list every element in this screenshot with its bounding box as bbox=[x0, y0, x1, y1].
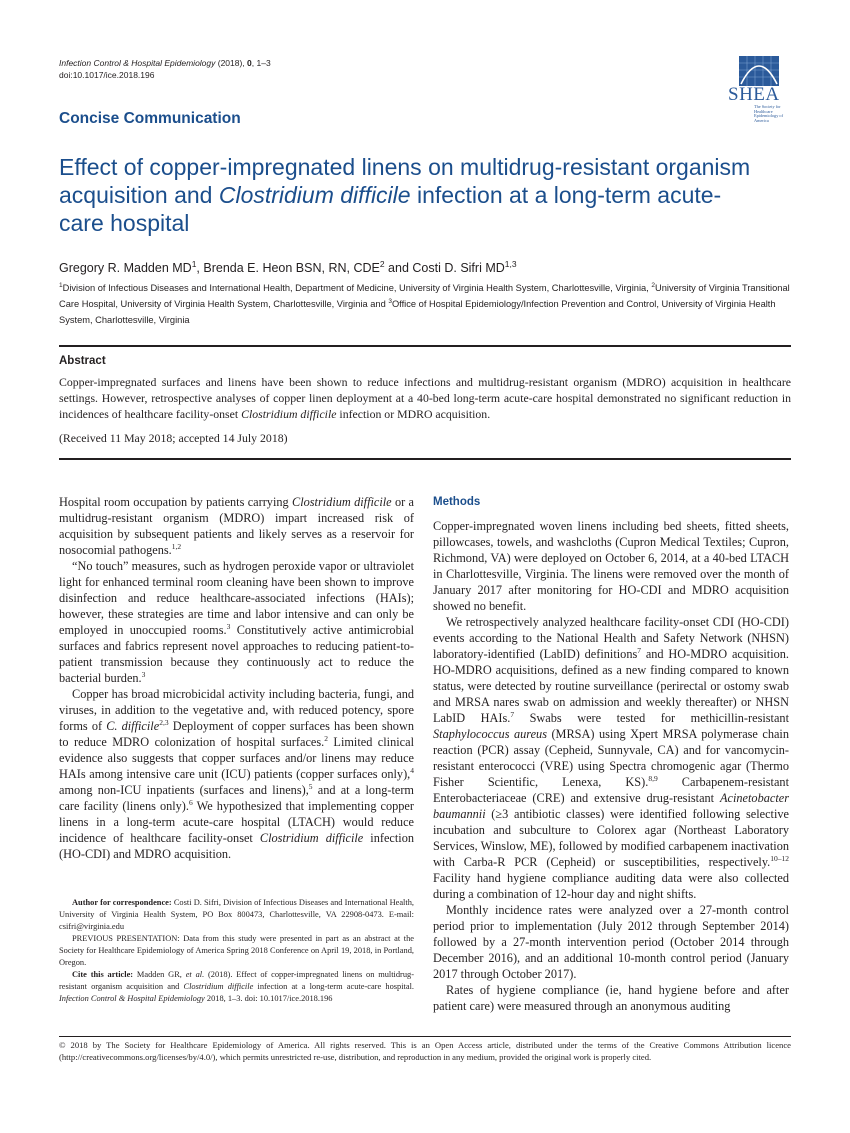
citation-ref: 8,9 bbox=[648, 773, 658, 783]
author-1-affil: 1 bbox=[191, 258, 197, 269]
citation-ref: 2,3 bbox=[159, 717, 169, 727]
note-text: infection at a long-term acute-care hospital. bbox=[253, 982, 414, 991]
methods-heading: Methods bbox=[433, 496, 481, 508]
italic-run: C. difficile bbox=[106, 719, 160, 733]
article-type: Concise Communication bbox=[59, 110, 241, 127]
note-text: 2018, 1–3. doi: 10.1017/ice.2018.196 bbox=[204, 994, 333, 1003]
citation-ref: 7 bbox=[637, 645, 642, 655]
affil-marker: 1 bbox=[59, 281, 63, 289]
author-sep: , bbox=[196, 261, 204, 275]
citation-ref: 2 bbox=[324, 733, 328, 743]
methods-column bbox=[433, 518, 789, 1014]
correspondence-note bbox=[59, 897, 414, 933]
text-run: Hospital room occupation by patients carrying bbox=[59, 495, 292, 509]
text-run: Swabs were tested for methicillin-resistant bbox=[514, 711, 789, 725]
text-run: and HO-MDRO acquisition. HO-MDRO acquisitions, defined as a new finding compared to known status, were detected by routine surveillance (perirectal or ostomy swab and MRSA nares swab on admission and weekly thereafter) or NHSN LabID HAIs. bbox=[433, 647, 790, 725]
italic-run: Staphylococcus aureus bbox=[433, 727, 547, 741]
methods-paragraph-1: Copper-impregnated woven linens including bed sheets, fitted sheets, pillowcases, towels, and washcloths (Cupron Medical Textiles; Cupron, Richmond, VA) were deployed on October 6, 2014, at a 40-bed LTACH in Charlottesville, Virginia. The linens were removed over the month of January 2017 after monitoring for HO-CDI and MDRO acquisition showed no benefit. bbox=[433, 519, 789, 613]
affil-marker: 2 bbox=[651, 281, 655, 289]
abstract-part: Copper-impregnated surfaces and linens have been shown to reduce infections and multidrug-resistant organism (MDRO) acquisition in healthcare settings. However, retrospective analyses of copper linen deployment at a 40-bed long-term acute-care hospital demonstrated no significant reduction in incidences of healthcare facility-onset bbox=[59, 375, 791, 421]
journal-pages: , 1–3 bbox=[251, 58, 271, 68]
intro-paragraph-2 bbox=[59, 558, 414, 686]
author-3: Costi D. Sifri MD bbox=[412, 261, 505, 275]
footer-rule bbox=[59, 1036, 791, 1037]
copyright-footer: © 2018 by The Society for Healthcare Epidemiology of America. All rights reserved. This is an Open Access article, distributed under the terms of the Creative Commons Attribution licence (http://creativecommons.org/licenses/by/4.0/), which permits unrestricted re-use, distribution, and reproduction in any medium, provided the original work is properly cited. bbox=[59, 1040, 791, 1063]
article-title bbox=[59, 153, 759, 237]
text-run: Deployment of copper surfaces has been shown to reduce MDRO colonization of hospital surfaces. bbox=[59, 719, 414, 749]
journal-volume: 0 bbox=[247, 58, 252, 68]
text-run: We retrospectively analyzed healthcare facility-onset CDI (HO-CDI) events according to the National Health and Safety Network (NHSN) laboratory-identified (LabID) definitions bbox=[433, 615, 789, 661]
text-run: Constitutively active antimicrobial surfaces and fabrics represent novel approaches to reducing patient-to-patient transmission because they continuously act to reduce the bacterial burden. bbox=[59, 623, 415, 685]
affil-text: Office of Hospital Epidemiology/Infection Prevention and Control, University of Virginia Health System, Charlottesville, Virginia bbox=[59, 299, 776, 325]
citation-ref: 1,2 bbox=[171, 541, 182, 551]
text-run: Carbapenem-resistant Enterobacteriaceae (CRE) and extensive drug-resistant bbox=[433, 775, 789, 805]
italic-run: Clostridium difficile bbox=[292, 495, 392, 509]
author-2: Brenda E. Heon BSN, RN, CDE bbox=[203, 261, 380, 275]
author-sep: and bbox=[384, 261, 413, 275]
affil-text: Division of Infectious Diseases and International Health, Department of Medicine, University of Virginia Health System, Charlottesville, Virginia, bbox=[62, 283, 652, 293]
text-run: Facility hand hygiene compliance auditing data were also collected during a combination of 12-hour day and night shifts. bbox=[433, 871, 789, 901]
article-notes bbox=[59, 897, 414, 1005]
citation-ref: 7 bbox=[510, 709, 515, 719]
abstract-text bbox=[59, 374, 791, 422]
abstract-part: infection or MDRO acquisition. bbox=[336, 407, 491, 421]
title-text-2: infection at a long-term acute-care hospital bbox=[59, 182, 722, 236]
intro-column bbox=[59, 494, 414, 862]
intro-paragraph-1 bbox=[59, 494, 414, 558]
journal-name: Infection Control & Hospital Epidemiology bbox=[59, 58, 216, 68]
text-run: Limited clinical evidence also suggests that copper surfaces and/or linens may reduce HAIs among intensive care unit (ICU) patients (copper surfaces only), bbox=[59, 735, 414, 781]
citation-ref: 10–12 bbox=[770, 853, 789, 863]
citation-ref: 3 bbox=[141, 669, 146, 679]
header-doi: doi:10.1017/ice.2018.196 bbox=[59, 70, 155, 80]
presentation-note: PREVIOUS PRESENTATION: Data from this study were presented in part as an abstract at the Society for Healthcare Epidemiology of America Spring 2018 Conference on April 19, 2018, in Portland, Oregon. bbox=[59, 934, 414, 967]
italic-run: Acinetobacter baumannii bbox=[433, 791, 789, 821]
received-dates: (Received 11 May 2018; accepted 14 July 2018) bbox=[59, 431, 288, 445]
abstract-top-rule bbox=[59, 345, 791, 347]
abstract-bottom-rule bbox=[59, 458, 791, 460]
affil-marker: 3 bbox=[388, 297, 392, 305]
methods-paragraph-3: Monthly incidence rates were analyzed over a 27-month control period prior to implementation (July 2012 through September 2014) followed by a 27-month intervention period (October 2014 through December 2016), and an additional 10-month control period (January 2017 through October 2017). bbox=[433, 903, 789, 981]
citation-ref: 6 bbox=[188, 797, 193, 807]
text-run: (≥3 antibiotic classes) were identified following selective incubation and subculture to Colorex agar (Northeast Laboratory Services, Winslow, ME), followed by modified carbapenem inactivation with Carba-R PCR (Cepheid) or susceptibilities, respectively. bbox=[433, 807, 789, 869]
text-run: We hypothesized that implementing copper linens in a long-term acute-care hospital (LTACH) would reduce incidence of healthcare facility-onset bbox=[59, 799, 414, 845]
note-text: (2018). Effect of copper-impregnated linens on multidrug-resistant organism acquisition and bbox=[59, 970, 415, 991]
note-italic: et al. bbox=[185, 970, 205, 979]
citation-note bbox=[59, 969, 414, 1005]
affiliations bbox=[59, 280, 791, 328]
citation-ref: 5 bbox=[308, 781, 313, 791]
journal-citation bbox=[59, 57, 271, 70]
note-label: Author for correspondence: bbox=[72, 898, 172, 907]
italic-run: Clostridium difficile bbox=[259, 831, 364, 845]
text-run: “No touch” measures, such as hydrogen peroxide vapor or ultraviolet light for enhanced terminal room cleaning have been shown to improve disinfection and reduce healthcare-associated infections (HAIs); however, these strategies are time and labor intensive and can only be employed in unoccupied rooms. bbox=[59, 559, 414, 637]
abstract-heading: Abstract bbox=[59, 355, 106, 367]
note-italic: Clostridium difficile bbox=[183, 982, 254, 991]
logo-emblem-icon bbox=[739, 56, 779, 86]
logo-tagline: The Society for Healthcare Epidemiology of America bbox=[754, 104, 783, 123]
journal-year: (2018), bbox=[215, 58, 248, 68]
note-text: Costi D. Sifri, Division of Infectious Diseases and International Health, University of Virginia Health System, PO Box 800473, Charlottesville, VA 22908-0473. E-mail: csifri@virginia.edu bbox=[59, 898, 414, 931]
shea-logo bbox=[728, 56, 792, 123]
author-list bbox=[59, 258, 517, 275]
methods-paragraph-2 bbox=[433, 614, 789, 902]
author-1: Gregory R. Madden MD bbox=[59, 261, 192, 275]
note-text: Madden GR, bbox=[133, 970, 186, 979]
text-run: infection (HO-CDI) and MDRO acquisition. bbox=[59, 831, 415, 861]
citation-ref: 4 bbox=[410, 765, 414, 775]
author-3-affil: 1,3 bbox=[504, 258, 517, 269]
text-run: Copper has broad microbicidal activity including bacteria, fungi, and viruses, in addition to the vegetative and, with reduced potency, spore forms of bbox=[59, 687, 414, 733]
methods-paragraph-4: Rates of hygiene compliance (ie, hand hygiene before and after patient care) were measured through an anonymous auditing bbox=[433, 983, 789, 1013]
title-text-1: Effect of copper-impregnated linens on multidrug-resistant organism acquisition and bbox=[59, 154, 751, 208]
text-run: and at a long-term care facility (linens only). bbox=[59, 783, 414, 813]
author-2-affil: 2 bbox=[379, 258, 385, 269]
text-run: (MRSA) using Xpert MRSA polymerase chain reaction (PCR) assay (Cepheid, Sunnyvale, CA) and for vancomycin-resistant enterococci (VRE) using Spectra chromogenic agar (Thermo Fisher Scientific, Lenexa, KS). bbox=[433, 727, 789, 789]
affil-text: University of Virginia Transitional Care Hospital, University of Virginia Health System, Charlottesville, Virginia and bbox=[59, 283, 790, 309]
note-italic: Infection Control & Hospital Epidemiology bbox=[59, 994, 205, 1003]
logo-wordmark: SHEA bbox=[728, 84, 780, 105]
intro-paragraph-3 bbox=[59, 686, 414, 862]
citation-ref: 3 bbox=[226, 621, 231, 631]
abstract-italic: Clostridium difficile bbox=[241, 407, 337, 421]
note-label: Cite this article: bbox=[72, 970, 134, 979]
text-run: or a multidrug-resistant organism (MDRO) impart increased risk of acquisition by subsequent patients and likely serves as a reservoir for nosocomial pathogens. bbox=[59, 495, 414, 557]
title-italic: Clostridium difficile bbox=[218, 182, 411, 208]
text-run: among non-ICU inpatients (surfaces and linens), bbox=[59, 783, 309, 797]
